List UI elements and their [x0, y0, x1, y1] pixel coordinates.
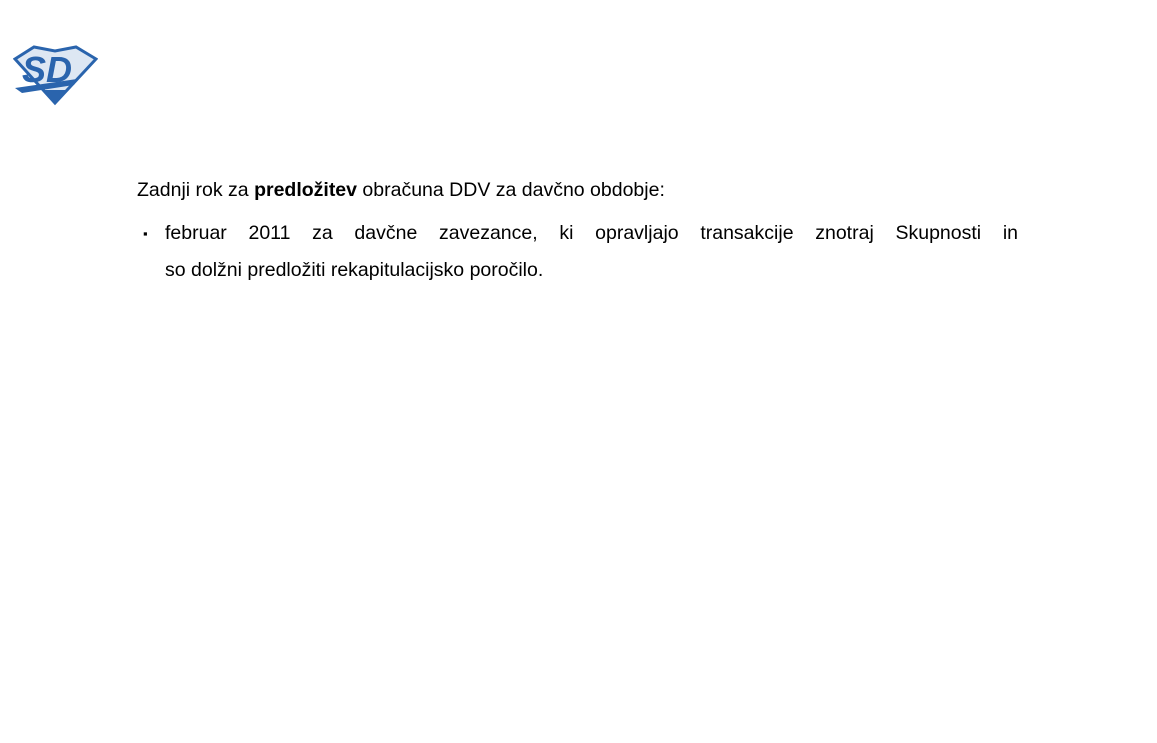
intro-emphasis: predložitev	[254, 179, 357, 201]
sd-diamond-logo	[13, 44, 98, 106]
bullet-line-2: so dolžni predložiti rekapitulacijsko poročilo.	[165, 259, 544, 281]
intro-prefix: Zadnji rok za	[137, 179, 255, 201]
bullet-item	[137, 215, 1018, 289]
slide-body	[137, 176, 1018, 289]
bullet-square-icon: ▪	[143, 226, 148, 241]
bullet-line-1: februar 2011 za davčne zavezance, ki opravljajo transakcije znotraj Skupnosti in	[165, 222, 1018, 244]
intro-line	[137, 176, 1018, 204]
intro-suffix: obračuna DDV za davčno obdobje:	[357, 179, 665, 201]
logo-letters: SD	[22, 49, 73, 90]
bullet-text	[165, 215, 1018, 289]
